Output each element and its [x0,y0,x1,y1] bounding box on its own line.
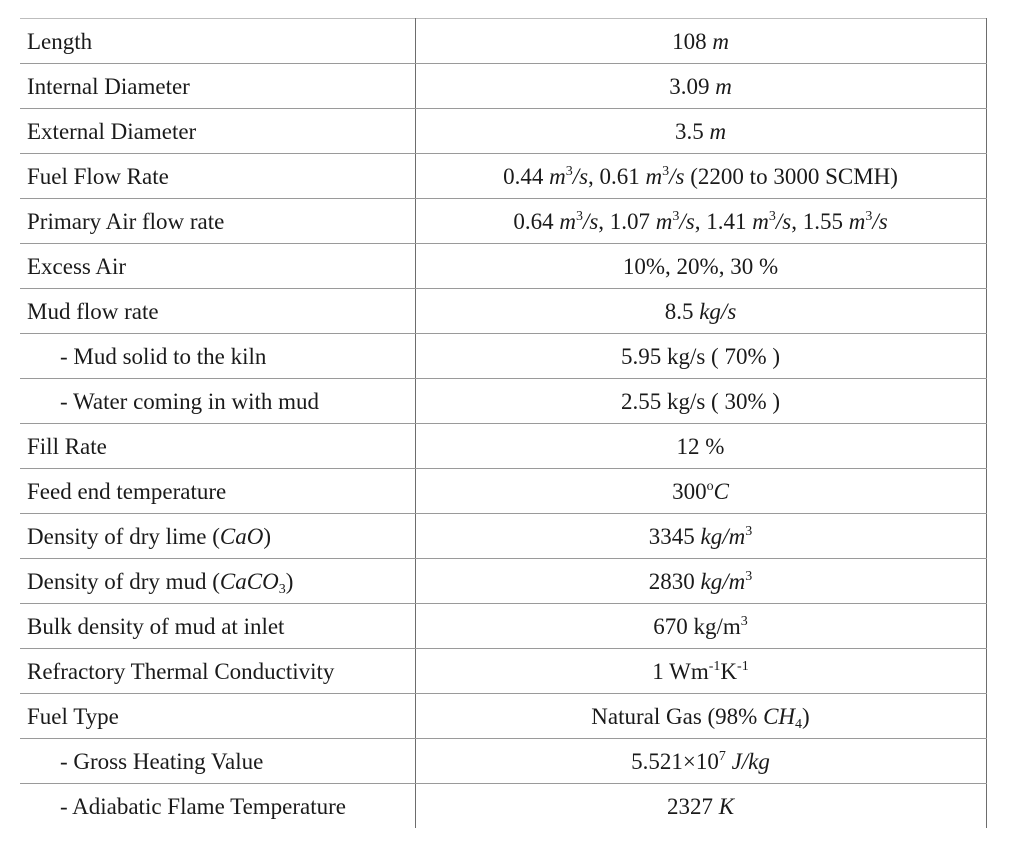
parameter-cell [20,694,415,739]
value-cell [415,424,986,469]
table-row [20,424,986,469]
text-segment: 3.09 [669,73,716,99]
parameter-cell [20,514,415,559]
parameter-cell [20,469,415,514]
text-segment: 0.64 [513,208,560,234]
superscript: 3 [865,208,873,224]
italic-segment: kg/m [700,568,746,594]
table-row [20,64,986,109]
parameter-cell [20,289,415,334]
italic-segment: C [713,478,729,504]
superscript: -1 [708,658,721,674]
value-cell [415,649,986,694]
text-segment: (2200 to 3000 SCMH) [684,163,898,189]
sub-parameter-cell [20,739,415,784]
text-segment: Primary Air flow rate [27,208,225,234]
text-segment: 3.5 [674,118,710,144]
italic-segment: m [549,163,566,189]
table-row [20,694,986,739]
value-cell [415,694,986,739]
table-row [20,559,986,604]
italic-segment: CH [763,703,796,729]
superscript: 3 [565,163,573,179]
text-segment: Density of dry lime ( [27,523,220,549]
text-segment: 12 % [676,433,725,459]
table-body [20,19,986,829]
sub-parameter-cell [20,379,415,424]
parameter-cell [20,649,415,694]
text-segment: ) [285,568,294,594]
value-cell [415,739,986,784]
italic-segment: m [709,118,727,144]
value-cell [415,109,986,154]
italic-segment: /s [872,208,888,234]
text-segment: - Adiabatic Flame Temperature [60,793,346,819]
text-segment: , 1.41 [694,208,753,234]
text-segment: - Water coming in with mud [60,388,319,414]
table-row [20,784,986,829]
text-segment: External Diameter [27,118,197,144]
table-row [20,514,986,559]
parameter-cell [20,244,415,289]
table-row [20,289,986,334]
parameter-cell [20,154,415,199]
italic-segment: m [848,208,866,234]
text-segment: , 0.61 [588,163,646,189]
text-segment: 670 kg/m [653,613,741,639]
kiln-parameters-table [20,18,987,828]
text-segment: Fuel Flow Rate [27,163,169,189]
text-segment: 300 [672,478,707,504]
text-segment: 2.55 kg/s ( 30% ) [620,388,781,414]
text-segment: - Mud solid to the kiln [60,343,267,369]
value-cell [415,19,986,64]
parameter-cell [20,19,415,64]
text-segment: 8.5 [664,298,700,324]
italic-segment: m [712,28,729,54]
text-segment: 5.521×10 [631,748,719,774]
italic-segment: /s [775,208,792,234]
italic-segment: CaO [219,523,264,549]
superscript: 3 [745,523,753,539]
italic-segment: /s [679,208,695,234]
value-cell [415,379,986,424]
parameter-cell [20,559,415,604]
text-segment: 1 Wm [652,658,709,684]
value-cell [415,784,986,829]
italic-segment: /s [572,163,589,189]
text-segment: 10%, 20%, 30 % [622,253,779,279]
parameter-cell [20,64,415,109]
value-cell [415,244,986,289]
text-segment: Mud flow rate [27,298,159,324]
superscript: 3 [768,208,776,224]
italic-segment: kg/m [700,523,746,549]
value-cell [415,154,986,199]
italic-segment: m [715,73,732,99]
value-cell [415,289,986,334]
superscript: o [706,478,714,494]
text-segment: K [720,658,738,684]
italic-segment: m [752,208,769,234]
text-segment: 3345 [648,523,701,549]
value-cell [415,64,986,109]
italic-segment: m [655,208,673,234]
table-row [20,739,986,784]
text-segment: ) [263,523,272,549]
superscript: 3 [745,568,753,584]
italic-segment: /s [582,208,599,234]
table-row [20,379,986,424]
text-segment: 0.44 [503,163,550,189]
italic-segment: m [645,163,663,189]
table-row [20,649,986,694]
parameters-table-container [20,18,986,828]
text-segment: Bulk density of mud at inlet [27,613,285,639]
text-segment: , 1.55 [791,208,849,234]
table-row [20,109,986,154]
italic-segment: /s [669,163,685,189]
superscript: -1 [737,658,749,674]
text-segment: Fill Rate [27,433,107,459]
text-segment: Fuel Type [27,703,119,729]
table-row [20,334,986,379]
table-row [20,469,986,514]
sub-parameter-cell [20,784,415,829]
superscript: 3 [672,208,680,224]
parameter-cell [20,604,415,649]
text-segment: 2830 [648,568,701,594]
text-segment: Density of dry mud ( [27,568,220,594]
text-segment: Excess Air [27,253,127,279]
subscript: 3 [278,581,286,597]
superscript: 3 [740,613,748,629]
sub-parameter-cell [20,334,415,379]
parameter-cell [20,424,415,469]
italic-segment: K [718,793,735,819]
text-segment: 2327 [666,793,719,819]
superscript: 3 [575,208,583,224]
parameter-cell [20,199,415,244]
parameter-cell [20,109,415,154]
italic-segment: m [559,208,576,234]
text-segment: Feed end temperature [27,478,227,504]
text-segment: , 1.07 [598,208,656,234]
value-cell [415,604,986,649]
text-segment: - Gross Heating Value [60,748,264,774]
italic-segment: J/kg [731,748,770,774]
value-cell [415,199,986,244]
value-cell [415,334,986,379]
text-segment: 108 [672,28,713,54]
superscript: 7 [718,748,726,764]
text-segment: Internal Diameter [27,73,190,99]
table-row [20,19,986,64]
italic-segment: kg/s [699,298,737,324]
text-segment: 5.95 kg/s ( 70% ) [620,343,781,369]
table-row [20,244,986,289]
superscript: 3 [662,163,670,179]
text-segment: ) [802,703,810,729]
text-segment: Refractory Thermal Conductivity [27,658,335,684]
text-segment: Natural Gas (98% [591,703,764,729]
table-row [20,604,986,649]
value-cell [415,514,986,559]
text-segment: Length [27,28,93,54]
value-cell [415,469,986,514]
table-row [20,199,986,244]
value-cell [415,559,986,604]
table-row [20,154,986,199]
subscript: 4 [795,716,803,732]
italic-segment: CaCO [219,568,279,594]
